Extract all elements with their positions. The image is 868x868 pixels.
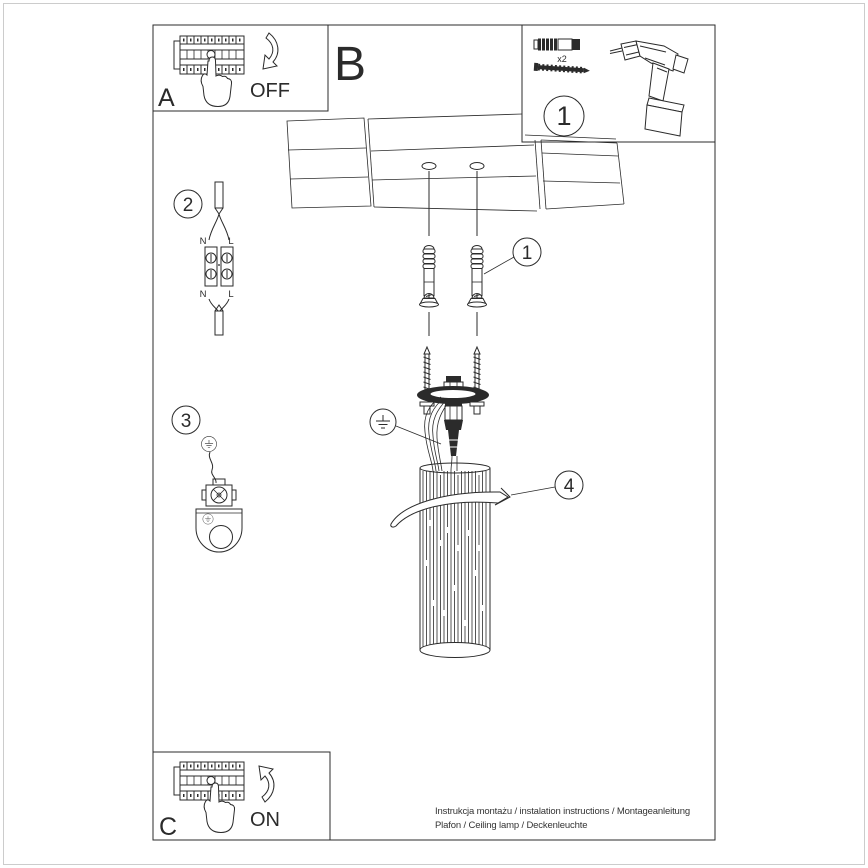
svg-text:3: 3 <box>180 411 192 432</box>
wire-label-n-bottom: N <box>199 289 207 300</box>
rotate-arrow <box>391 488 510 527</box>
section-b-label: B <box>334 38 367 91</box>
lamp-socket <box>444 398 463 456</box>
panel-breaker-on <box>153 752 330 841</box>
panel-parts-and-tools <box>522 25 715 142</box>
wire-label-l-bottom: L <box>228 289 234 300</box>
wire-label-n-top: N <box>199 236 207 247</box>
mounting-assembly <box>370 347 489 471</box>
leader-line-step4 <box>511 487 555 495</box>
cable-bottom <box>215 311 223 335</box>
on-label: ON <box>250 809 280 831</box>
leader-line-earth <box>396 426 441 444</box>
step-3-badge <box>172 406 200 434</box>
off-label: OFF <box>250 80 290 102</box>
panel-a-label: A <box>158 84 175 112</box>
step-2-wiring <box>174 182 234 335</box>
wall-anchor-left <box>420 246 439 308</box>
diagram-frame <box>153 25 715 840</box>
step-2-badge <box>174 190 202 218</box>
footer-line1: Instrukcja montażu / instalation instructions / Montageanleitung <box>435 806 690 817</box>
wire-label-l-top: L <box>228 236 234 247</box>
panel-c-label: C <box>159 813 178 841</box>
pointing-hand-icon <box>201 57 231 107</box>
anchor-quantity: x2 <box>557 54 567 64</box>
svg-text:1: 1 <box>556 101 572 131</box>
wall-anchor-right <box>468 246 487 308</box>
earth-symbol <box>370 409 396 435</box>
earth-terminal <box>202 485 236 506</box>
pointing-hand-icon <box>204 783 234 833</box>
ceiling-hole-right <box>470 163 484 170</box>
lamp-bracket <box>196 509 242 552</box>
step-4-badge <box>555 471 583 499</box>
wall-plug-icon <box>534 39 580 51</box>
svg-text:4: 4 <box>563 476 575 497</box>
wall-anchors-assembly <box>420 238 542 336</box>
footer <box>435 806 690 831</box>
leader-line-step1 <box>484 257 514 274</box>
arrow-up-icon <box>259 766 274 802</box>
lamp-body <box>391 463 583 658</box>
circuit-breaker-icon <box>174 762 244 800</box>
svg-text:2: 2 <box>182 195 194 216</box>
panel-breaker-off <box>153 25 328 112</box>
earth-wire <box>209 452 216 483</box>
step-3-earth <box>172 406 242 552</box>
step-1-callout <box>513 238 541 266</box>
cable-top <box>215 182 223 208</box>
step-1-badge <box>544 96 584 136</box>
footer-line2: Plafon / Ceiling lamp / Deckenleuchte <box>435 820 588 831</box>
ceiling-hole-left <box>422 163 436 170</box>
svg-text:1: 1 <box>521 243 533 264</box>
image-border <box>4 4 865 865</box>
earth-symbol-small <box>201 436 216 451</box>
arrow-down-icon <box>263 33 278 69</box>
